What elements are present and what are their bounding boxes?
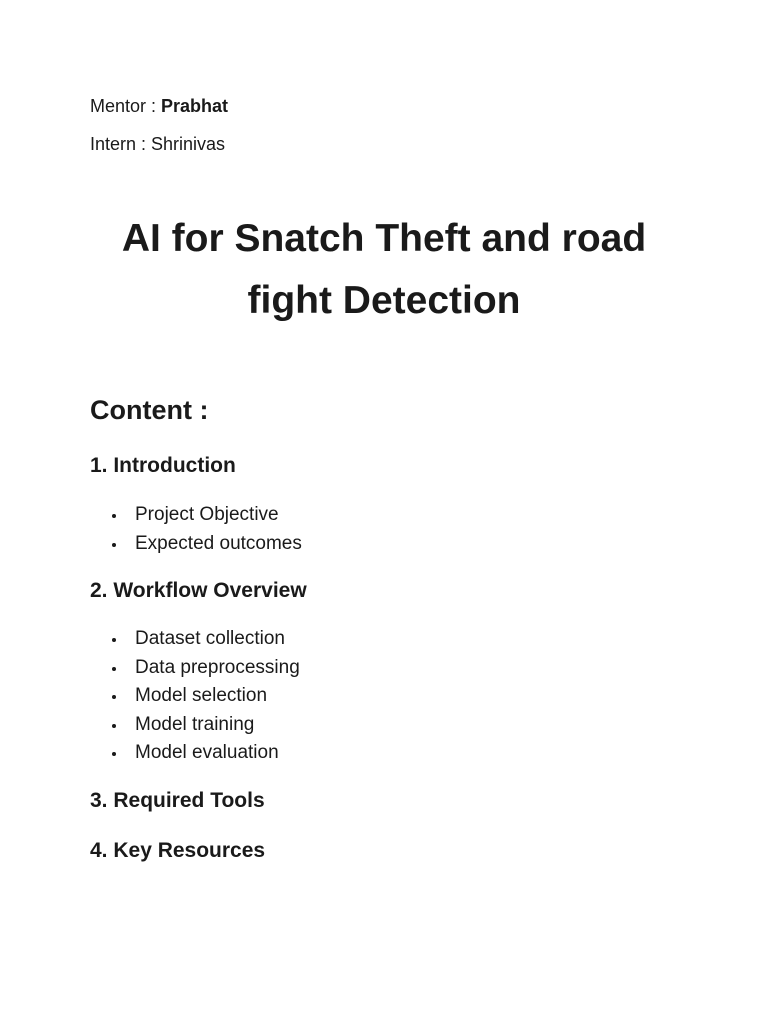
list-item-text: Data preprocessing	[135, 656, 300, 678]
list-item	[110, 654, 300, 683]
section-heading-required-tools: 3. Required Tools	[90, 789, 265, 812]
introduction-list	[110, 501, 302, 558]
list-item-text: Dataset collection	[135, 628, 285, 649]
list-item-text: Model selection	[135, 685, 268, 706]
list-item	[110, 530, 302, 559]
intern-name: Shrinivas	[151, 134, 226, 154]
list-item-text: Model evaluation	[135, 742, 279, 763]
section-heading-workflow-overview: 2. Workflow Overview	[90, 579, 307, 602]
list-item	[110, 625, 300, 654]
mentor-line	[90, 95, 228, 117]
content-heading: Content :	[90, 395, 209, 425]
document-title: AI for Snatch Theft and road fight Detection	[121, 217, 647, 322]
list-item-text: Project Objective	[135, 504, 279, 525]
bullet-icon	[112, 514, 116, 518]
list-item	[110, 711, 300, 740]
intern-line	[90, 133, 225, 155]
list-item-text: Model training	[135, 713, 255, 735]
list-item	[110, 682, 300, 711]
list-item	[110, 501, 302, 530]
list-item	[110, 739, 300, 768]
bullet-icon	[112, 638, 116, 642]
mentor-name: Prabhat	[161, 96, 229, 116]
bullet-icon	[112, 667, 116, 671]
section-heading-key-resources: 4. Key Resources	[90, 839, 266, 862]
section-heading-introduction: 1. Introduction	[90, 454, 236, 477]
workflow-overview-list	[110, 625, 300, 768]
mentor-label: Mentor :	[90, 96, 162, 116]
bullet-icon	[112, 752, 116, 756]
bullet-icon	[112, 695, 116, 699]
bullet-icon	[112, 724, 116, 728]
intern-label: Intern :	[90, 134, 152, 154]
list-item-text: Expected outcomes	[135, 532, 302, 554]
bullet-icon	[112, 543, 116, 547]
